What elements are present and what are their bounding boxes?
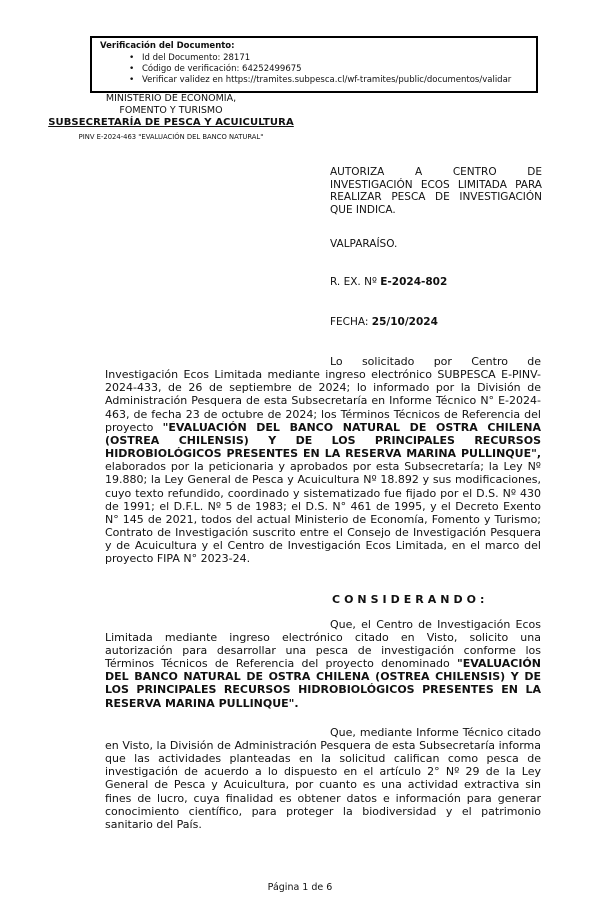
document-body: [105, 355, 541, 831]
verification-item-code: [129, 64, 530, 75]
visto-text-2: elaborados por la peticionaria y aprobados por esta Subsecretaría; la Ley Nº 19.880; la Ley General de Pesca y Acuicultura Nº 18.892 y sus modificaciones, cuyo texto refundido, coordinado y sistematizado fue fijado por el D.S. Nº 430 de 1991; el D.F.L. Nº 5 de 1983; el D.S. N° 461 de 1995, y el Decreto Exento N° 145 de 2021, todos del actual Ministerio de Economía, Fomento y Turismo; Contrato de Investigación suscrito entre el Consejo de Investigación Pesquera y de Acuicultura y el Centro de Investigación Ecos Limitada, en el marco del proyecto FIPA N° 2023-24.: [105, 460, 541, 566]
ministry-name-line1: MINISTERIO DE ECONOMÍA,: [105, 93, 237, 104]
date-label: FECHA:: [330, 315, 372, 328]
resolution-number: E-2024-802: [380, 275, 448, 288]
date-value: 25/10/2024: [371, 315, 438, 328]
date-line: [330, 316, 542, 329]
considerando-paragraph-2: Que, mediante Informe Técnico citado en Visto, la División de Administración Pesquera de esta Subsecretaría informa que las actividades planteadas en la solicitud califican como pesca de investigación de acuerdo a lo dispuesto en el artículo 2° Nº 29 de la Ley General de Pesca y Acuicultura, por cuanto es una actividad extractiva sin fines de lucro, cuya finalidad es obtener datos e información para generar conocimiento científico, para proteger la biodiversidad y el patrimonio sanitario del País.: [105, 725, 541, 831]
letterhead: [28, 93, 314, 143]
resolution-title-block: [330, 166, 542, 328]
resolution-label: R. EX. Nº: [330, 275, 381, 288]
city-line: VALPARAÍSO.: [330, 238, 398, 251]
considerando-1-text: Que, el Centro de Investigación Ecos Limitada mediante ingreso electrónico citado en Visto, solicito una autorización para desarrollar una pesca de investigación conforme los Términos Técnicos de Referencia del proyecto denominado: [105, 617, 541, 671]
verification-title: Verificación del Documento:: [100, 41, 235, 51]
ministry-name-line2: FOMENTO Y TURISMO: [119, 105, 223, 117]
bullet-icon: •: [129, 75, 135, 85]
verification-item-url: [129, 75, 530, 86]
verification-item-text: Código de verificación: 64252499675: [142, 64, 302, 74]
verification-url-text: Verificar validez en https://tramites.subpesca.cl/wf-tramites/public/documentos/validar: [142, 75, 512, 85]
project-title-bold: "EVALUACIÓN DEL BANCO NATURAL DE OSTRA CHILENA (OSTREA CHILENSIS) Y DE LOS PRINCIPALES RECURSOS HIDROBIOLÓGICOS PRESENTES EN LA RESERVA MARINA PULLINQUE",: [105, 420, 541, 461]
project-reference: PINV E-2024-463 "EVALUACIÓN DEL BANCO NATURAL": [78, 132, 264, 141]
verification-box: [90, 36, 538, 93]
visto-paragraph: [105, 355, 541, 566]
resolution-number-line: [330, 276, 542, 289]
bullet-icon: •: [129, 64, 135, 74]
verification-item-text: Id del Documento: 28171: [142, 53, 251, 63]
project-title-bold: "EVALUACIÓN DEL BANCO NATURAL DE OSTRA CHILENA (OSTREA CHILENSIS) Y DE LOS PRINCIPALES RECURSOS HIDROBIOLÓGICOS PRESENTES EN LA RESERVA MARINA PULLINQUE".: [105, 657, 541, 710]
considerando-paragraph-1: [105, 618, 541, 710]
resolution-subject: AUTORIZA A CENTRO DE INVESTIGACIÓN ECOS LIMITADA PARA REALIZAR PESCA DE INVESTIGACIÓN QUE INDICA.: [330, 166, 542, 216]
subsecretaria-title: SUBSECRETARÍA DE PESCA Y ACUICULTURA: [48, 117, 294, 129]
verification-list: [100, 53, 530, 86]
verification-item-document-id: [129, 53, 530, 64]
considerando-heading: CONSIDERANDO:: [332, 592, 489, 606]
bullet-icon: •: [129, 53, 135, 63]
page-indicator: Página 1 de 6: [267, 882, 333, 893]
visto-text-1: Lo solicitado por Centro de Investigación Ecos Limitada mediante ingreso electrónico SUBPESCA E-PINV-2024-433, de 26 de septiembre de 2024; lo informado por la División de Administración Pesquera de esta Subsecretaría en Informe Técnico N° E-2024-463, de fecha 23 de octubre de 2024; los Términos Técnicos de Referencia del proyecto: [105, 355, 541, 434]
